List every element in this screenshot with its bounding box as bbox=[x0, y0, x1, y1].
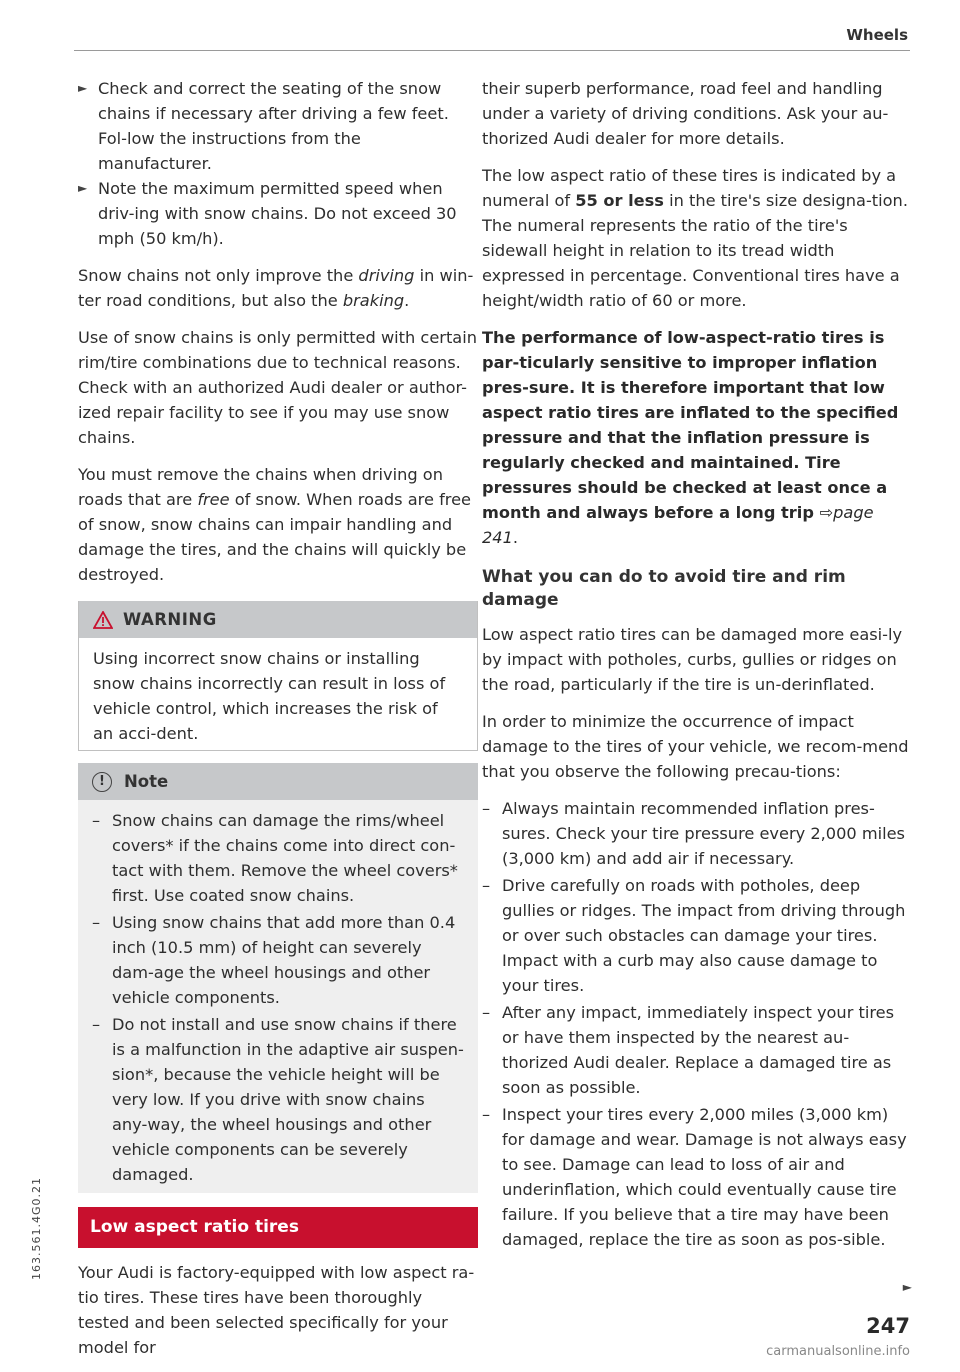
emphasis: 55 or less bbox=[575, 191, 664, 210]
text: Snow chains not only improve the bbox=[78, 266, 359, 285]
page-reference-link[interactable]: page 241 bbox=[482, 503, 874, 547]
note-box bbox=[78, 763, 478, 1193]
left-column bbox=[78, 76, 478, 1372]
paragraph: In order to minimize the occurrence of impact damage to the tires of your vehicle, we recom-mend that you observe the following precau-tions: bbox=[482, 712, 909, 781]
list-item: – Inspect your tires every 2,000 miles (3,000 km) for damage and wear. Damage is not always easy to see. Damage can lead to loss of air and underinflation, which could eventually cause tire failure. If you believe that a tire may have been damaged, replace the tire as soon as pos-sible. bbox=[482, 1105, 907, 1249]
list-item-text: Inspect your tires every 2,000 miles (3,000 km) for damage and wear. Damage is not always easy to see. Damage can lead to loss of air and underinflation, which could eventually cause tire failure. If you believe that a tire may have been damaged, replace the tire as soon as pos-sible. bbox=[502, 1105, 907, 1249]
instruction-bullet bbox=[78, 176, 478, 251]
list-item: – Using snow chains that add more than 0.4 inch (10.5 mm) of height can severely dam-age the wheel housings and other vehicle components. bbox=[92, 913, 456, 1007]
emphasis: braking bbox=[342, 291, 405, 310]
instruction-bullet bbox=[78, 76, 478, 176]
precaution-list bbox=[482, 796, 910, 1252]
warning-label: WARNING bbox=[123, 610, 217, 629]
paragraph bbox=[78, 462, 478, 587]
right-column bbox=[482, 76, 910, 1264]
text: in win-ter road conditions, but also the bbox=[78, 266, 474, 310]
list-item: – Snow chains can damage the rims/wheel covers* if the chains come into direct con-tact with them. Remove the wheel covers* first. Use coated snow chains. bbox=[92, 811, 458, 905]
warning-header bbox=[79, 601, 477, 638]
paragraph bbox=[482, 163, 910, 313]
list-item-text: Always maintain recommended inflation pres-sures. Check your tire pressure every 2,000 miles (3,000 km) and add air if necessary. bbox=[502, 799, 905, 868]
note-icon: ! bbox=[92, 772, 112, 792]
section-heading: What you can do to avoid tire and rim damage bbox=[482, 567, 846, 610]
header-rule bbox=[74, 50, 910, 51]
emphasis: free bbox=[197, 490, 230, 509]
continue-arrow-icon: ► bbox=[902, 1280, 912, 1294]
bold-paragraph: The performance of low-aspect-ratio tires is par-ticularly sensitive to improper inflation pres-sure. It is therefore important that low aspect ratio tires are inflated to the specified pressure and that the inflation pressure is regularly checked and maintained. Tire pressures should be checked at least once a month and always before a long trip ⇨page 241. bbox=[482, 328, 899, 547]
triangle-right-icon: ► bbox=[78, 81, 88, 95]
list-item: – Do not install and use snow chains if there is a malfunction in the adaptive air suspen-sion*, because the vehicle height will be very low. If you drive with snow chains any-way, the wheel housings and other vehicle components can be severely damaged. bbox=[92, 1015, 464, 1184]
bullet-text: Note the maximum permitted speed when driv-ing with snow chains. Do not exceed 30 mph (50 km/h). bbox=[98, 179, 457, 248]
page-number: 247 bbox=[866, 1314, 910, 1338]
list-item: – Drive carefully on roads with potholes, deep gullies or ridges. The impact from driving through or over such obstacles can damage your tires. Impact with a curb may also cause damage to your tires. bbox=[482, 876, 906, 995]
list-item-text: Do not install and use snow chains if there is a malfunction in the adaptive air suspen-sion*, because the vehicle height will be very low. If you drive with snow chains any-way, the wheel housings and other vehicle components can be severely damaged. bbox=[112, 1015, 464, 1184]
note-list bbox=[78, 800, 478, 1193]
text: The low aspect ratio of these tires is indicated by a numeral of bbox=[482, 166, 897, 210]
note-label: Note bbox=[124, 772, 169, 791]
note-header bbox=[78, 763, 478, 800]
list-item: – After any impact, immediately inspect your tires or have them inspected by the nearest au-thorized Audi dealer. Replace a damaged tire as soon as possible. bbox=[482, 1003, 895, 1097]
warning-text: Using incorrect snow chains or installing snow chains incorrectly can result in loss of vehicle control, which increases the risk of an acci-dent. bbox=[93, 649, 446, 743]
paragraph: Use of snow chains is only permitted with certain rim/tire combinations due to technical reasons. Check with an authorized Audi dealer or author-ized repair facility to see if you may use snow chains. bbox=[78, 328, 477, 447]
arrow-right-icon: ⇨ bbox=[819, 503, 834, 522]
list-item-text: After any impact, immediately inspect your tires or have them inspected by the nearest au-thorized Audi dealer. Replace a damaged tire as soon as possible. bbox=[502, 1003, 895, 1097]
text: The performance of low-aspect-ratio tires is par-ticularly sensitive to improper inflation pres-sure. It is therefore important that low aspect ratio tires are inflated to the specified pressure and that the inflation pressure is regularly checked and maintained. Tire pressures should be checked at least once a month and always before a long trip bbox=[482, 328, 899, 522]
list-item-text: Using snow chains that add more than 0.4 inch (10.5 mm) of height can severely dam-age the wheel housings and other vehicle components. bbox=[112, 913, 456, 1007]
list-item-text: Drive carefully on roads with potholes, deep gullies or ridges. The impact from driving through or over such obstacles can damage your tires. Impact with a curb may also cause damage to your tires. bbox=[502, 876, 906, 995]
triangle-right-icon: ► bbox=[78, 181, 88, 195]
bullet-text: Check and correct the seating of the snow chains if necessary after driving a few feet. Fol-low the instructions from the manufacturer. bbox=[98, 79, 449, 173]
watermark: carmanualsonline.info bbox=[766, 1344, 910, 1359]
text: of snow. When roads are free of snow, snow chains can impair handling and damage the tires, and the chains will quickly be destroyed. bbox=[78, 490, 471, 584]
paragraph: their superb performance, road feel and handling under a variety of driving conditions. Ask your au-thorized Audi dealer for more details. bbox=[482, 79, 889, 148]
warning-triangle-icon bbox=[93, 611, 113, 629]
emphasis: driving bbox=[358, 266, 415, 285]
paragraph bbox=[78, 263, 478, 313]
document-code: 163.561.4G0.21 bbox=[30, 1177, 43, 1280]
paragraph: Low aspect ratio tires can be damaged more easi-ly by impact with potholes, curbs, gullies or ridges on the road, particularly if the tire is un-derinflated. bbox=[482, 625, 903, 694]
list-item: – Always maintain recommended inflation pres-sures. Check your tire pressure every 2,000 miles (3,000 km) and add air if necessary. bbox=[482, 799, 905, 868]
warning-box bbox=[78, 601, 478, 751]
text: You must remove the chains when driving on roads that are bbox=[78, 465, 443, 509]
text: . bbox=[404, 291, 410, 310]
text: in the tire's size designa-tion. The numeral represents the ratio of the tire's sidewall height in relation to its tread width expressed in percentage. Conventional tires have a height/width ratio of 60 or more. bbox=[482, 191, 908, 310]
list-item-text: Snow chains can damage the rims/wheel covers* if the chains come into direct con-tact with them. Remove the wheel covers* first. Use coated snow chains. bbox=[112, 811, 458, 905]
paragraph: Your Audi is factory-equipped with low aspect ra-tio tires. These tires have been thoroughly tested and been selected specifically for your model for bbox=[78, 1263, 475, 1357]
section-title: Low aspect ratio tires bbox=[78, 1207, 478, 1248]
page-header-title: Wheels bbox=[846, 26, 908, 44]
